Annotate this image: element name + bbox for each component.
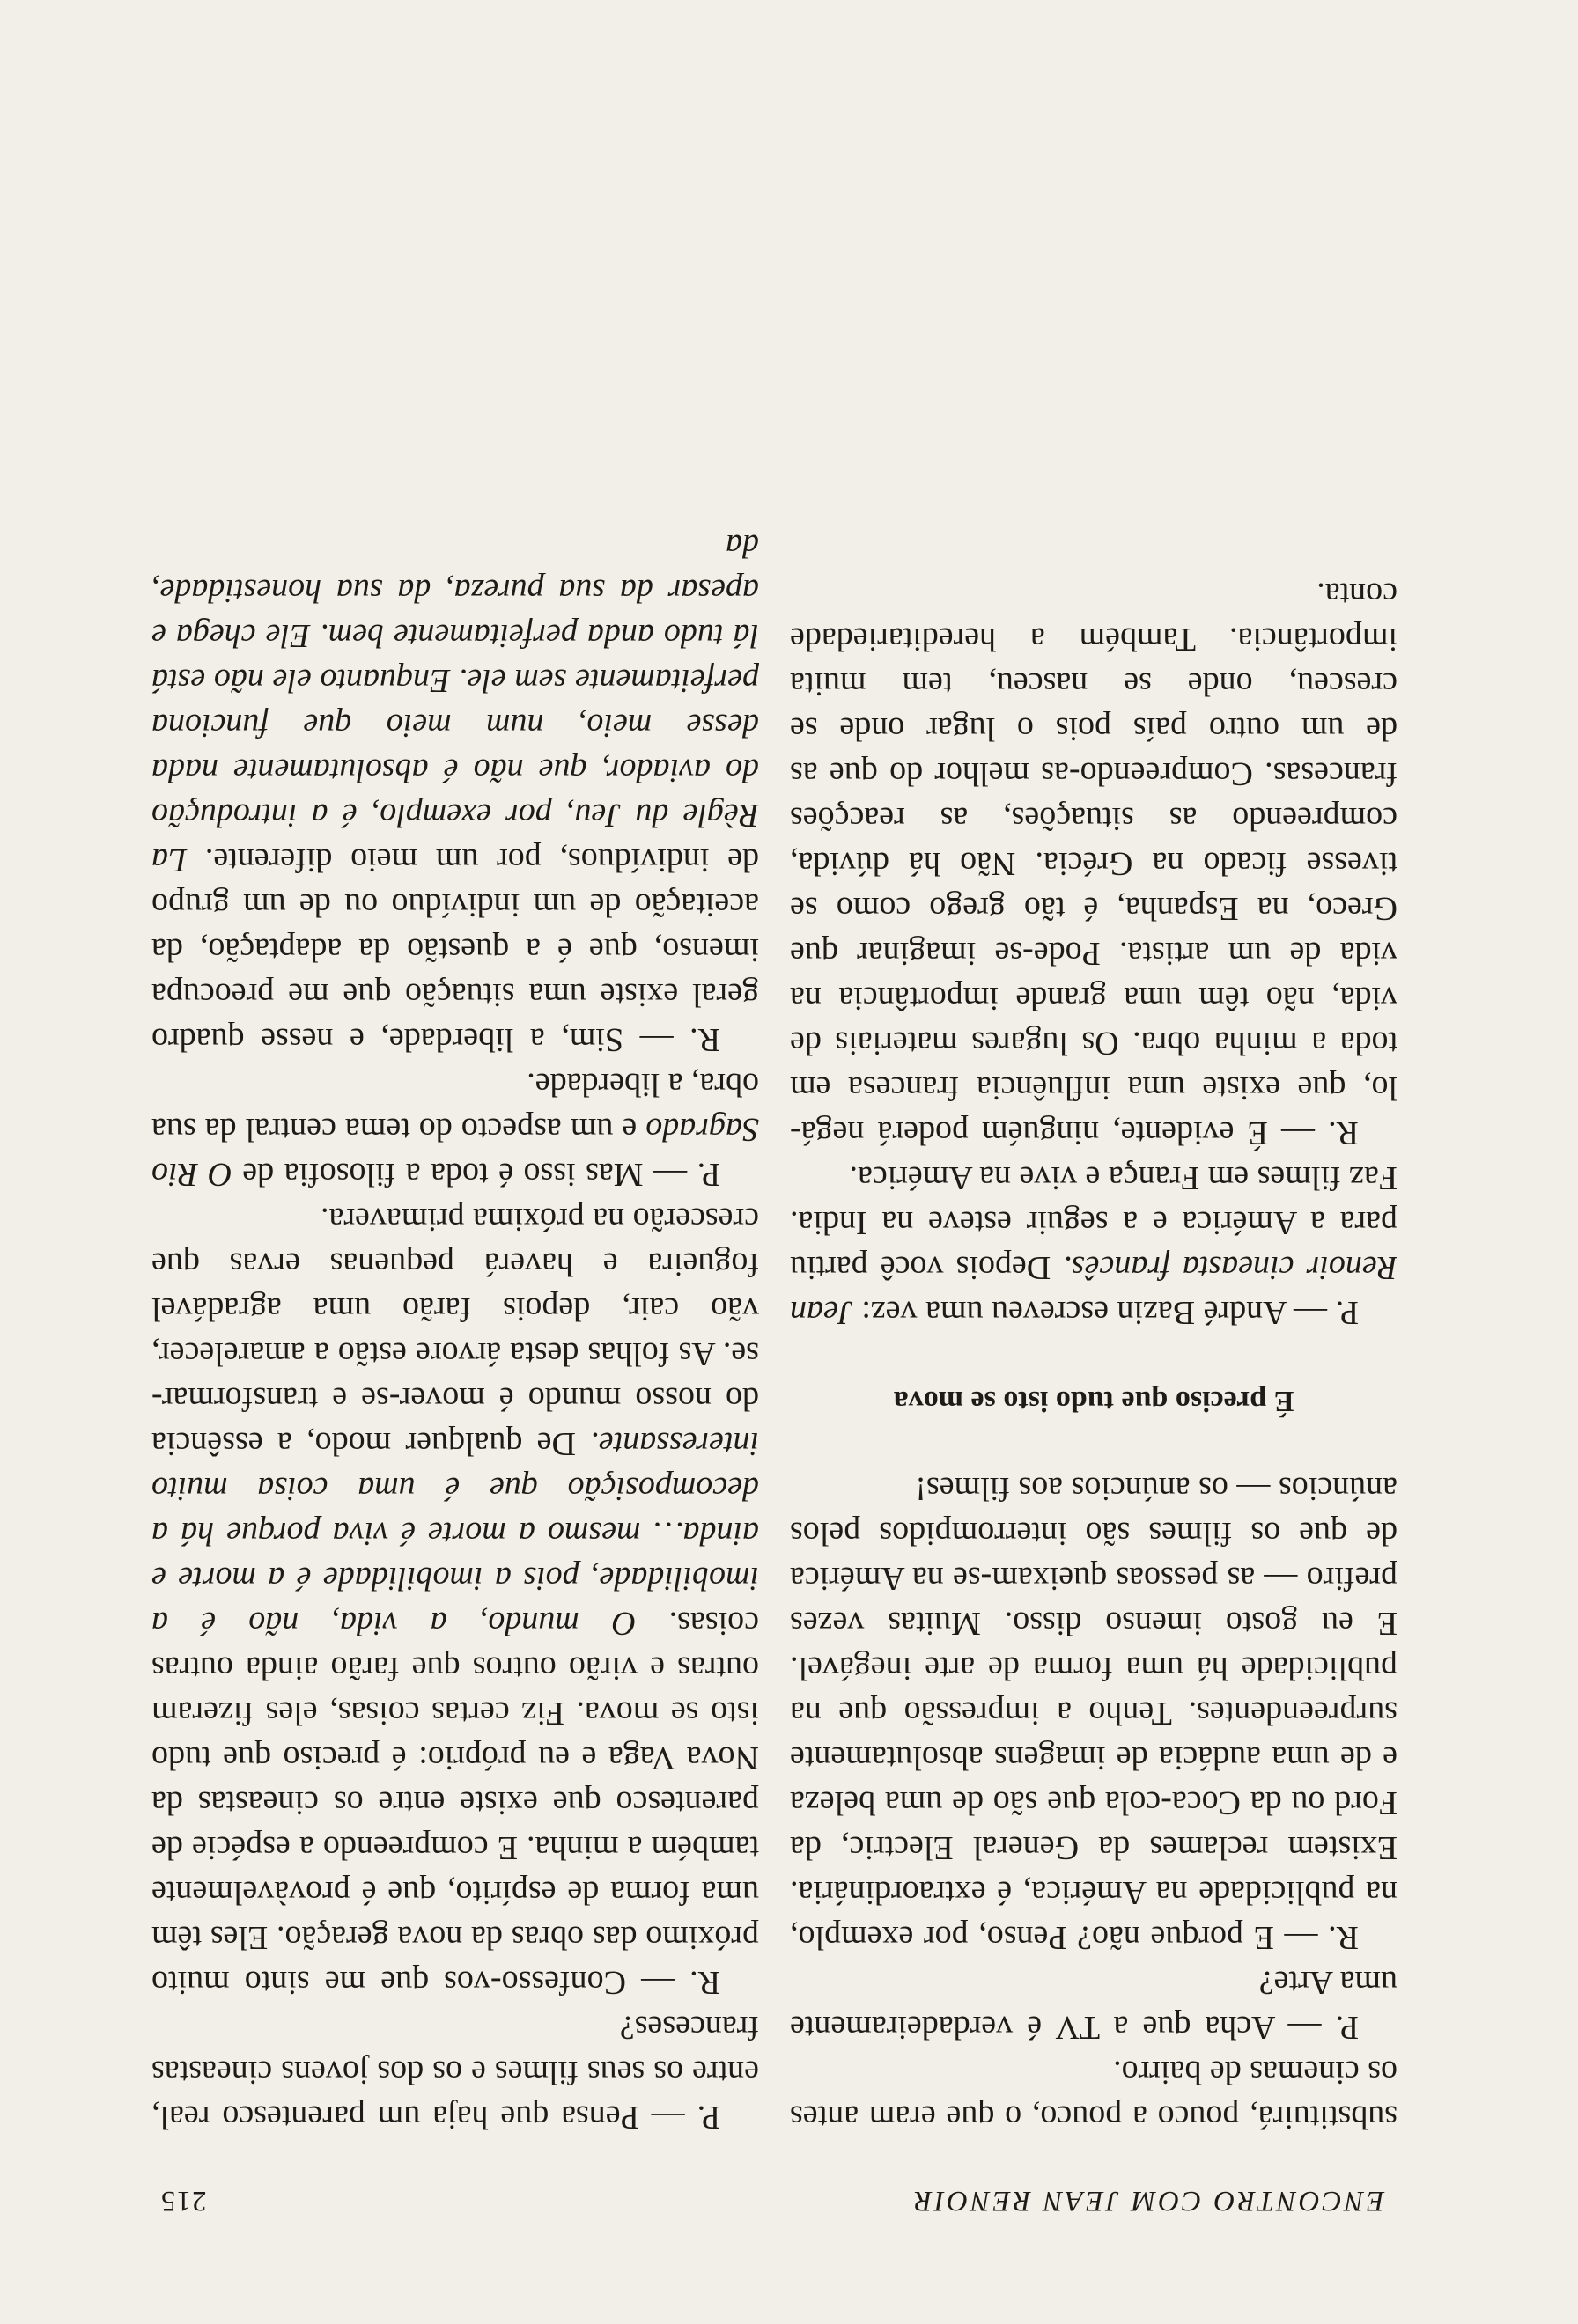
paragraph [151, 1062, 759, 1196]
running-head [160, 2173, 1384, 2217]
left-column [790, 26, 1397, 2139]
paragraph-text: e um aspecto do tema central da sua obra, a liberdade. [151, 1066, 759, 1148]
paragraph-text: P. — Mas isso é toda a filosofia de [232, 1156, 720, 1193]
paragraph-text: Depois você partiu para a América e a seguir esteve na India. Faz filmes em França e vive na América. [790, 1159, 1397, 1286]
italic-passage: O mundo, a vida, não é a imobilidade, pois a imobilidade é a morte e ainda… mesmo a morte é viva porque há a decomposição que é uma coisa muito interessante. [151, 1425, 759, 1642]
film-title: O Rio Sagrado [151, 1111, 759, 1193]
paragraph [790, 1155, 1397, 1335]
paragraph [151, 523, 759, 1062]
paragraph-text: R. — Confesso-vos que me sinto muito próximo das obras da nova geração. Eles têm uma forma de espírito, que é provàvelmente também a minha. E compreendo a espécie de parentesco que existe entre os cineastas da Nova Vaga e eu próprio: é preciso que tudo isto se mova. Fiz certas coisas, eles fizeram outras e virão outros que farão ainda outras coisas. [151, 1605, 759, 2001]
right-column [151, 26, 759, 2139]
italic-passage: La Règle du Jeu, por exemplo, é a introdução do aviador, que não é absolutamente nada desse meio, num meio que funciona perfeitamente sem ele. Enquanto ele não está lá tudo anda perfeitamente bem. Ele chega e apesar da sua pureza, da sua honestidade, da [151, 527, 759, 879]
paragraph [151, 1196, 759, 2004]
paragraph-text: R. — Sim, a liberdade, e nesse quadro geral existe uma situação que me preocupa imenso, que é a questão da adaptação, da aceitação de um indivíduo ou de um grupo de indivíduos, por um meio diferente. [151, 842, 759, 1058]
running-title: ENCONTRO COM JEAN RENOIR [911, 2185, 1384, 2217]
paragraph: R. — É evidente, ninguém poderá negá-lo, que existe uma influência francesa em toda a minha obra. Os lugares materiais de vida, não têm uma grande importância na vida de um artista. Pode-se imaginar que Greco, na Espanha, é tão grego como se tivesse ficado na Grécia. Não há dúvida, compreendo as situações, as reacções francesas. Compreendo-as melhor do que as de um outro país pois o lugar onde se cresceu, onde se nasceu, tem muita importância. Também a hereditariedade conta. [790, 576, 1397, 1151]
paragraph-text: P. — André Bazin escreveu uma vez: [852, 1294, 1359, 1331]
paragraph: substituirá, pouco a pouco, o que eram antes os cinemas de bairro. [790, 2054, 1397, 2136]
section-heading: É preciso que tudo isto se mova [893, 1385, 1294, 1417]
page-number: 215 [160, 2185, 207, 2217]
paragraph: R. — E porque não? Penso, por exemplo, na publicidade na América, é extraordinária. Existem reclames da General Electric, da Ford ou da Coca-cola que são de uma beleza e de uma audácia de imagens absolutamente surpreendentes. Tenho a impressão que na publicidade há uma forma de arte inegável. E eu gosto imenso disso. Muitas vezes prefiro — as pessoas queixam-se na América de que os filmes são interrompidos pelos anúncios — os anúncios aos filmes! [790, 1470, 1397, 1956]
paragraph: P. — Pensa que haja um parentesco real, entre os seus filmes e os dos jovens cineastas franceses? [151, 2009, 759, 2136]
paragraph-text: De qualquer modo, a essência do nosso mundo é mover-se e transformar-se. As folhas desta árvore estão a amarelecer, vão cair, depois farão uma agradável fogueira e haverá pequenas ervas que crescerão na próxima primavera. [151, 1201, 759, 1462]
paragraph: P. — Acha que a TV é verdadeiramente uma Arte? [790, 1964, 1397, 2046]
quoted-title: Jean Renoir cineasta francês. [790, 1249, 1397, 1331]
